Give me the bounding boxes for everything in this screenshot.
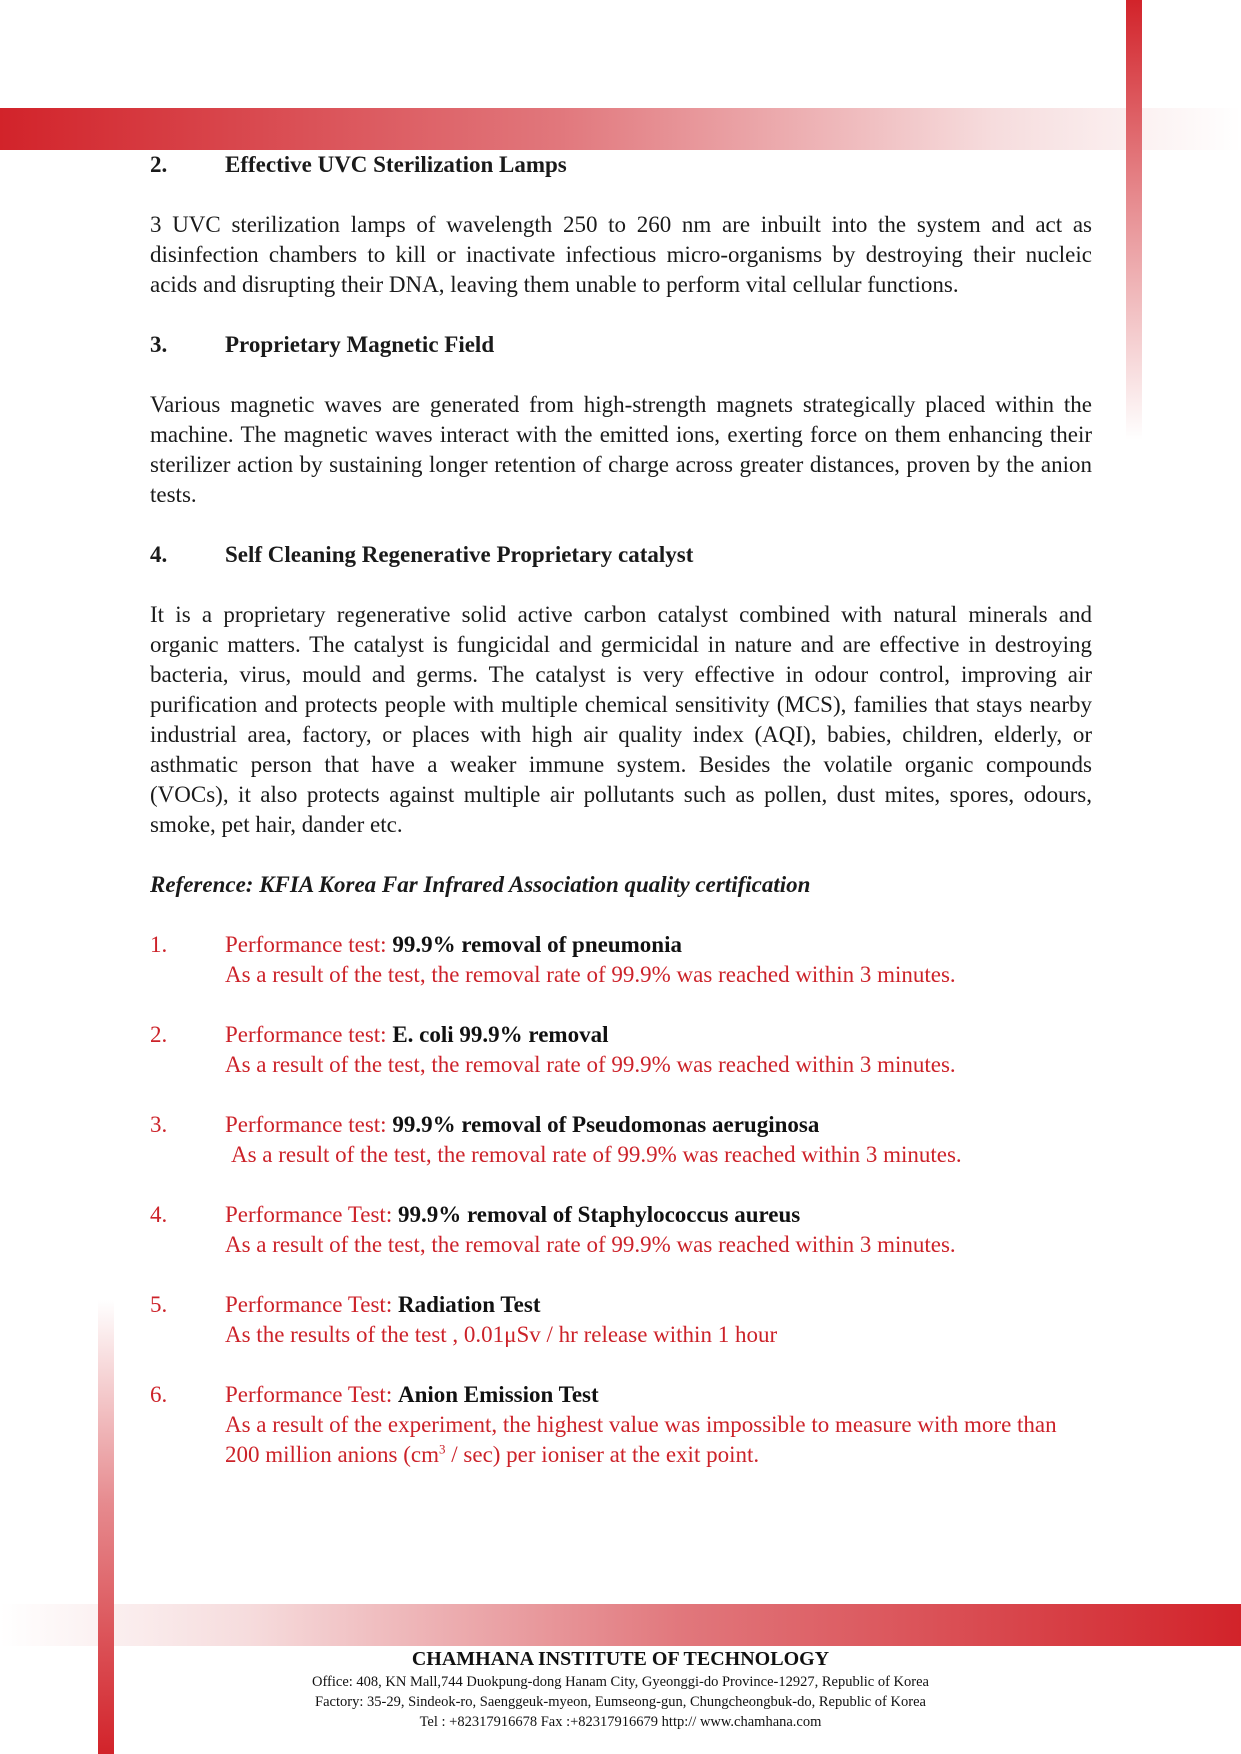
section-title: Effective UVC Sterilization Lamps — [225, 152, 567, 177]
test-number: 2. — [150, 1022, 168, 1047]
test-number: 3. — [150, 1112, 168, 1137]
test-prefix: Performance test: — [225, 932, 393, 957]
test-result-text: / sec) per ioniser at the exit point. — [445, 1442, 760, 1467]
footer-title: CHAMHANA INSTITUTE OF TECHNOLOGY — [411, 1648, 830, 1670]
test-result — [225, 1410, 1092, 1470]
footer-contact: Tel : +82317916678 Fax :+82317916679 http:// www.chamhana.com — [419, 1714, 822, 1730]
test-result: As a result of the test, the removal rate of 99.9% was reached within 3 minutes. — [225, 962, 956, 987]
footer-red-band — [0, 1604, 1241, 1646]
test-name: 99.9% removal of Pseudomonas aeruginosa — [392, 1112, 820, 1137]
section-paragraph: 3 UVC sterilization lamps of wavelength 250 to 260 nm are inbuilt into the system and act as disinfection chambers to kill or inactivate infectious micro-organisms by destroying their nucleic acids and disrupting their DNA, leaving them unable to perform vital cellular functions. — [150, 212, 1092, 297]
test-item — [150, 1200, 1092, 1260]
section-heading — [150, 330, 1092, 360]
test-item — [150, 1290, 1092, 1350]
test-result: As the results of the test , 0.01μSv / hr release within 1 hour — [225, 1322, 778, 1347]
section-number: 4. — [150, 542, 168, 567]
test-item — [150, 1110, 1092, 1170]
superscript: 3 — [439, 1441, 446, 1457]
test-name: E. coli 99.9% removal — [392, 1022, 609, 1047]
test-name: 99.9% removal of pneumonia — [392, 932, 682, 957]
test-prefix: Performance test: — [225, 1022, 393, 1047]
footer-factory-address: Factory: 35-29, Sindeok-ro, Saenggeuk-myeon, Eumseong-gun, Chungcheongbuk-do, Republic of Korea — [315, 1694, 926, 1710]
section-number: 3. — [150, 332, 168, 357]
header-red-band — [0, 108, 1241, 150]
test-number: 6. — [150, 1382, 168, 1407]
test-number: 5. — [150, 1292, 168, 1317]
document-body — [150, 150, 1092, 1500]
test-name: Anion Emission Test — [397, 1382, 599, 1407]
test-item — [150, 1020, 1092, 1080]
section-number: 2. — [150, 152, 168, 177]
section-paragraph: Various magnetic waves are generated from high-strength magnets strategically placed within the machine. The magnetic waves interact with the emitted ions, exerting force on them enhancing their sterilizer action by sustaining longer retention of charge across greater distances, proven by the anion tests. — [150, 392, 1092, 507]
section-paragraph: It is a proprietary regenerative solid active carbon catalyst combined with natural minerals and organic matters. The catalyst is fungicidal and germicidal in nature and are effective in destroying bacteria, virus, mould and germs. The catalyst is very effective in odour control, improving air purification and protects people with multiple chemical sensitivity (MCS), families that stays nearby industrial area, factory, or places with high air quality index (AQI), babies, children, elderly, or asthmatic person that have a weaker immune system. Besides the volatile organic compounds (VOCs), it also protects against multiple air pollutants such as pollen, dust mites, spores, odours, smoke, pet hair, dander etc. — [150, 602, 1092, 837]
test-number: 4. — [150, 1202, 168, 1227]
test-result: As a result of the test, the removal rate of 99.9% was reached within 3 minutes. — [225, 1232, 956, 1257]
reference-line: Reference: KFIA Korea Far Infrared Association quality certification — [150, 872, 811, 897]
footer-office-address: Office: 408, KN Mall,744 Duokpung-dong Hanam City, Gyeonggi-do Province-12927, Republic of Korea — [312, 1674, 929, 1690]
section-title: Self Cleaning Regenerative Proprietary catalyst — [225, 542, 694, 567]
test-item — [150, 930, 1092, 990]
test-prefix: Performance test: — [225, 1112, 393, 1137]
test-item — [150, 1380, 1092, 1470]
test-result: As a result of the test, the removal rate of 99.9% was reached within 3 minutes. — [225, 1052, 956, 1077]
test-number: 1. — [150, 932, 168, 957]
section-title: Proprietary Magnetic Field — [225, 332, 495, 357]
test-result: As a result of the test, the removal rate of 99.9% was reached within 3 minutes. — [231, 1142, 962, 1167]
test-name: 99.9% removal of Staphylococcus aureus — [397, 1202, 801, 1227]
section-heading — [150, 150, 1092, 180]
test-prefix: Performance Test: — [225, 1382, 398, 1407]
right-red-bar — [1126, 0, 1142, 440]
test-result-text: As a result of the experiment, the highest value was impossible to measure with more than 200 million anions (cm — [225, 1412, 1057, 1467]
section-heading — [150, 540, 1092, 570]
test-prefix: Performance Test: — [225, 1202, 398, 1227]
test-name: Radiation Test — [397, 1292, 541, 1317]
test-prefix: Performance Test: — [225, 1292, 398, 1317]
footer — [0, 1646, 1241, 1732]
